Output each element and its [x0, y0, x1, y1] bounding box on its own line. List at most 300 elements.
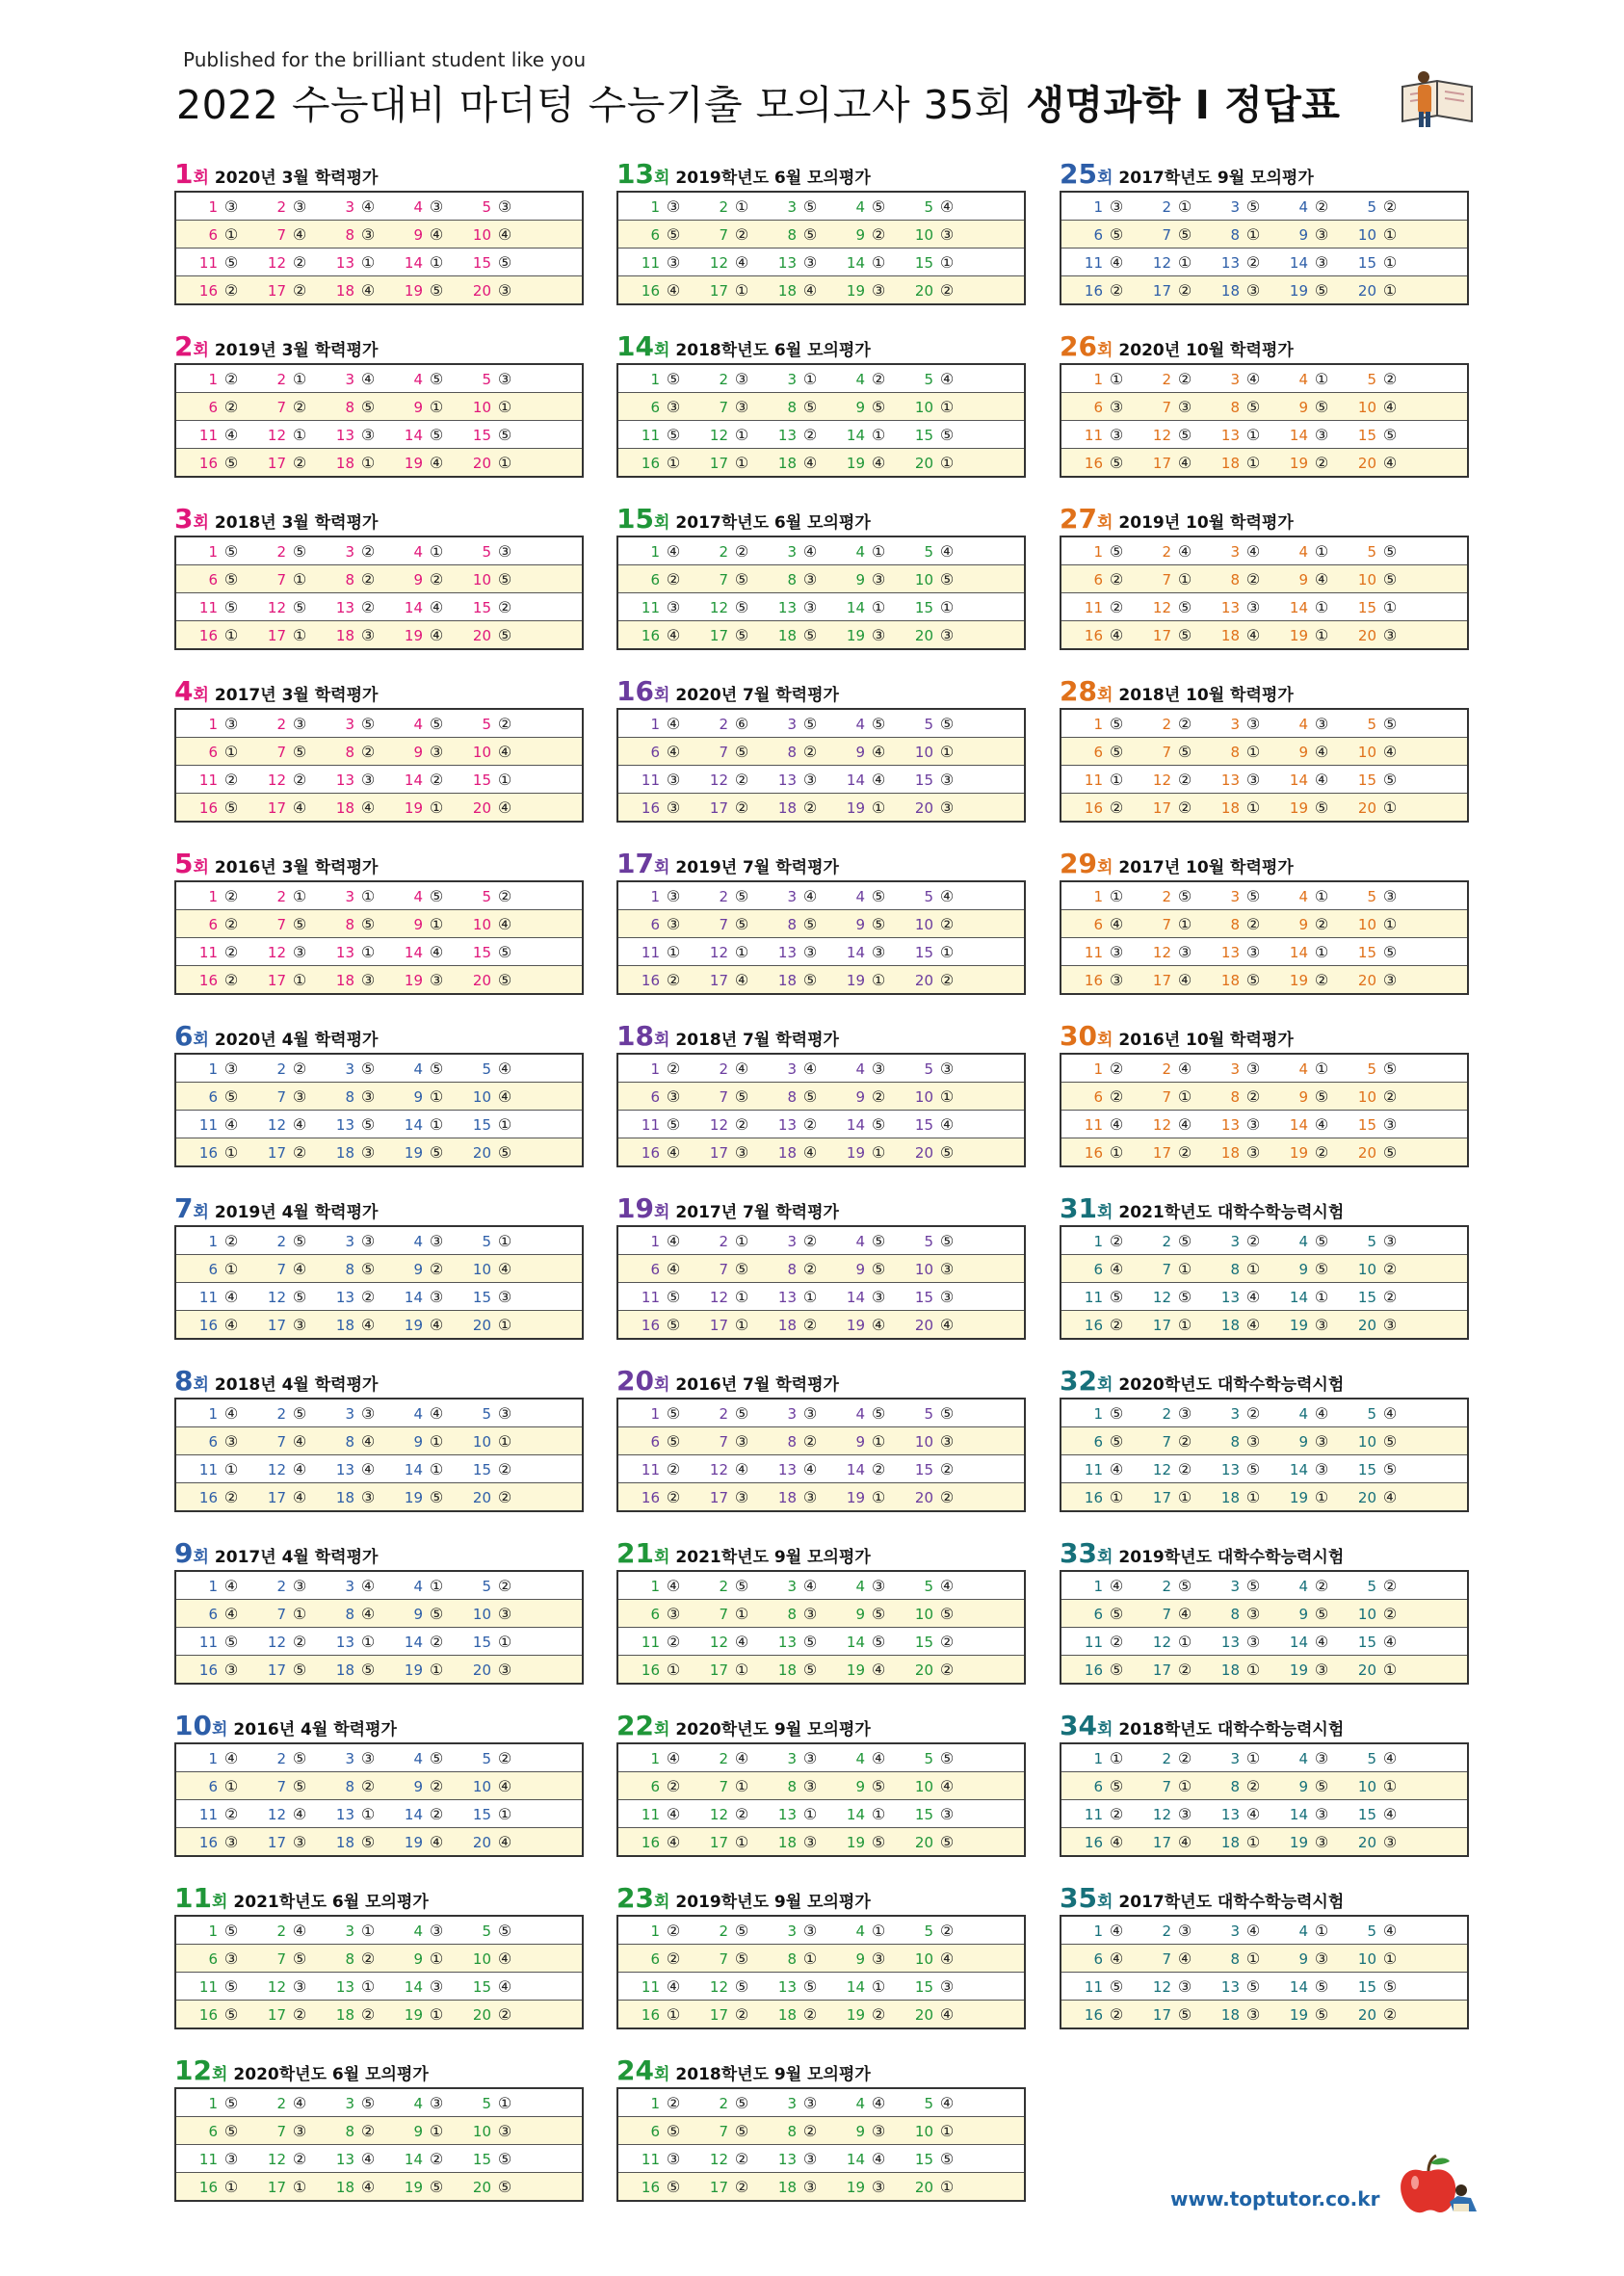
question-number: 18: [777, 1316, 797, 1334]
question-number: 18: [335, 281, 354, 300]
block-heading: [616, 1192, 1026, 1223]
answer-row-cells: [617, 1427, 1025, 1455]
answer-choice: ③: [1245, 714, 1261, 733]
exam-number: 31: [1060, 1192, 1097, 1224]
answer-choice: ①: [292, 886, 307, 905]
question-number: 2: [276, 1060, 286, 1078]
answer-choice: ⑤: [939, 2149, 955, 2168]
question-number: 5: [482, 715, 491, 733]
question-number: 6: [1093, 1949, 1103, 1968]
question-number: 1: [1093, 1922, 1103, 1940]
answer-choice: ④: [1109, 252, 1124, 272]
answer-row: [175, 449, 583, 478]
question-number: 2: [1162, 197, 1171, 216]
question-number: 9: [855, 225, 865, 244]
answer-row-cells: [1061, 249, 1468, 276]
answer-choice: ③: [360, 425, 376, 444]
question-number: 5: [482, 1404, 491, 1423]
answer-choice: ⑤: [1382, 541, 1398, 561]
answer-row: [175, 565, 583, 593]
answer-choice: ②: [734, 770, 749, 789]
answer-choice: ⑤: [223, 1976, 239, 1996]
block-heading: [1060, 1020, 1469, 1051]
answer-table: [174, 191, 584, 305]
answer-choice: ③: [939, 1287, 955, 1306]
answer-choice: ②: [360, 2121, 376, 2140]
answer-choice: ④: [871, 770, 886, 789]
answer-choice: ④: [1109, 1576, 1124, 1595]
answer-row: [175, 1255, 583, 1283]
answer-choice: ④: [1245, 369, 1261, 388]
question-number: 8: [787, 915, 797, 933]
answer-block: [174, 1882, 584, 2029]
question-number: 12: [709, 771, 728, 789]
question-number: 9: [413, 398, 423, 416]
question-number: 7: [719, 570, 728, 589]
answer-row-cells: [617, 1772, 1025, 1800]
answer-choice: ⑤: [871, 1632, 886, 1651]
answer-choice: ⑤: [1177, 742, 1192, 761]
answer-choice: ①: [360, 1976, 376, 1996]
question-number: 8: [787, 1087, 797, 1106]
answer-choice: ④: [802, 280, 818, 300]
answer-row-cells: [617, 910, 1025, 938]
answer-row: [1061, 1628, 1468, 1656]
answer-choice: ⑤: [1177, 425, 1192, 444]
question-number: 9: [1298, 1605, 1308, 1623]
question-number: 20: [1357, 454, 1376, 472]
question-number: 13: [335, 1977, 354, 1996]
exam-title: 2018학년도 9월 모의평가: [675, 2065, 871, 2084]
question-number: 6: [650, 1605, 660, 1623]
answer-choice: ②: [1109, 798, 1124, 817]
answer-choice: ④: [360, 369, 376, 388]
answer-choice: ⑤: [429, 2177, 444, 2196]
answer-block: [616, 330, 1026, 478]
question-number: 8: [345, 1432, 354, 1451]
answer-choice: ①: [1177, 252, 1192, 272]
question-number: 6: [650, 1087, 660, 1106]
question-number: 9: [855, 1949, 865, 1968]
answer-choice: ②: [360, 1287, 376, 1306]
answer-choice: ⑤: [666, 2121, 681, 2140]
answer-table: [1060, 1915, 1469, 2029]
question-number: 6: [650, 915, 660, 933]
question-number: 18: [777, 2005, 797, 2024]
answer-choice: ①: [429, 1660, 444, 1679]
answer-row-cells: [1061, 2001, 1468, 2029]
question-number: 9: [413, 743, 423, 761]
exam-number: 6: [174, 1020, 194, 1052]
question-number: 2: [276, 887, 286, 905]
answer-choice: ③: [1245, 942, 1261, 961]
answer-choice: ②: [292, 2004, 307, 2024]
block-heading: [1060, 1192, 1469, 1223]
answer-choice: ②: [1245, 1403, 1261, 1423]
answer-choice: ①: [871, 1804, 886, 1823]
question-number: 6: [650, 1432, 660, 1451]
answer-table: [174, 2087, 584, 2202]
question-number: 5: [924, 1060, 933, 1078]
answer-choice: ⑤: [292, 1748, 307, 1767]
answer-choice: ⑤: [939, 1403, 955, 1423]
answer-row: [175, 221, 583, 249]
question-number: 1: [208, 1232, 218, 1250]
question-number: 10: [914, 1087, 933, 1106]
answer-choice: ②: [802, 1315, 818, 1334]
question-number: 16: [1084, 626, 1103, 644]
answer-choice: ④: [223, 1748, 239, 1767]
answer-choice: ①: [429, 2121, 444, 2140]
answer-row-cells: [1061, 1455, 1468, 1483]
answer-choice: ④: [666, 1231, 681, 1250]
answer-choice: ①: [1177, 1632, 1192, 1651]
question-number: 7: [719, 1605, 728, 1623]
answer-choice: ②: [292, 280, 307, 300]
answer-choice: ④: [1245, 625, 1261, 644]
exam-number: 15: [616, 503, 654, 535]
book-reader-icon: [1399, 69, 1476, 129]
answer-choice: ⑤: [223, 252, 239, 272]
answer-row-cells: [175, 421, 583, 449]
answer-row-cells: [175, 1945, 583, 1973]
answer-block: [174, 2054, 584, 2202]
answer-choice: ④: [429, 597, 444, 616]
answer-choice: ⑤: [1245, 397, 1261, 416]
answer-row: [175, 738, 583, 766]
answer-choice: ④: [666, 625, 681, 644]
answer-choice: ①: [871, 597, 886, 616]
answer-choice: ②: [1177, 280, 1192, 300]
block-heading: [174, 1710, 584, 1740]
question-number: 6: [208, 1949, 218, 1968]
answer-choice: ②: [1382, 2004, 1398, 2024]
answer-table: [616, 1398, 1026, 1512]
answer-row: [175, 1427, 583, 1455]
answer-choice: ②: [802, 1259, 818, 1278]
answer-choice: ②: [734, 1804, 749, 1823]
question-number: 7: [276, 398, 286, 416]
answer-row-cells: [1061, 1399, 1468, 1427]
exam-number-suffix: 회: [193, 169, 209, 188]
answer-choice: ④: [360, 1315, 376, 1334]
answer-choice: ①: [429, 1576, 444, 1595]
answer-choice: ④: [1177, 970, 1192, 989]
answer-row-cells: [175, 1772, 583, 1800]
answer-row: [175, 1226, 583, 1255]
answer-choice: ①: [1109, 1142, 1124, 1162]
question-number: 16: [641, 454, 660, 472]
question-number: 13: [335, 2150, 354, 2168]
question-number: 6: [208, 570, 218, 589]
question-number: 13: [1220, 943, 1240, 961]
answer-row-cells: [175, 449, 583, 478]
answer-choice: ③: [939, 224, 955, 244]
answer-block: [1060, 1192, 1469, 1340]
answer-choice: ④: [1109, 1949, 1124, 1968]
question-number: 7: [276, 2122, 286, 2140]
answer-row-cells: [175, 1083, 583, 1111]
question-number: 19: [846, 1488, 865, 1506]
answer-choice: ③: [802, 1776, 818, 1795]
answer-choice: ⑤: [734, 1086, 749, 1106]
answer-choice: ⑤: [1109, 224, 1124, 244]
question-number: 7: [276, 1777, 286, 1795]
answer-choice: ④: [497, 1832, 512, 1851]
question-number: 10: [472, 1949, 491, 1968]
question-number: 12: [267, 1977, 286, 1996]
answer-row: [617, 1399, 1025, 1427]
question-number: 18: [1220, 454, 1240, 472]
answer-choice: ⑤: [734, 1576, 749, 1595]
question-number: 1: [1093, 370, 1103, 388]
answer-choice: ③: [1314, 1459, 1329, 1478]
answer-choice: ③: [802, 597, 818, 616]
answer-choice: ②: [292, 252, 307, 272]
question-number: 15: [1357, 943, 1376, 961]
answer-choice: ④: [497, 1776, 512, 1795]
exam-number: 3: [174, 503, 194, 535]
answer-choice: ①: [1177, 914, 1192, 933]
answer-row: [617, 2117, 1025, 2145]
question-number: 4: [413, 1749, 423, 1767]
exam-title: 2020학년도 6월 모의평가: [233, 2065, 429, 2084]
question-number: 16: [1084, 1143, 1103, 1162]
answer-choice: ②: [360, 2004, 376, 2024]
question-number: 14: [1289, 426, 1308, 444]
exam-number: 4: [174, 675, 194, 707]
exam-title: 2020년 4월 학력평가: [214, 1031, 379, 1050]
answer-choice: ⑤: [734, 914, 749, 933]
question-number: 20: [1357, 1143, 1376, 1162]
answer-row-cells: [1061, 449, 1468, 478]
question-number: 18: [1220, 1316, 1240, 1334]
question-number: 20: [914, 1143, 933, 1162]
question-number: 6: [208, 1087, 218, 1106]
answer-choice: ③: [223, 1949, 239, 1968]
answer-choice: ③: [1314, 425, 1329, 444]
question-number: 5: [1367, 887, 1376, 905]
answer-row-cells: [617, 2173, 1025, 2202]
block-heading: [1060, 1365, 1469, 1396]
answer-choice: ③: [802, 252, 818, 272]
answer-choice: ④: [292, 1114, 307, 1134]
question-number: 17: [709, 1833, 728, 1851]
question-number: 18: [1220, 626, 1240, 644]
answer-row: [175, 1138, 583, 1167]
exam-number-suffix: 회: [211, 1720, 228, 1740]
question-number: 10: [472, 2122, 491, 2140]
answer-choice: ②: [497, 1487, 512, 1506]
question-number: 4: [413, 197, 423, 216]
website-url[interactable]: www.toptutor.co.kr: [1170, 2187, 1380, 2211]
question-number: 16: [641, 798, 660, 817]
answer-choice: ②: [429, 1632, 444, 1651]
question-number: 3: [1230, 1922, 1240, 1940]
question-number: 5: [482, 887, 491, 905]
question-number: 2: [719, 2094, 728, 2112]
question-number: 10: [472, 1432, 491, 1451]
answer-row: [1061, 1772, 1468, 1800]
answer-choice: ④: [666, 1832, 681, 1851]
exam-number: 17: [616, 848, 654, 879]
answer-choice: ②: [939, 970, 955, 989]
answer-choice: ②: [497, 1576, 512, 1595]
question-number: 20: [1357, 971, 1376, 989]
answer-choice: ⑤: [1177, 886, 1192, 905]
exam-number-suffix: 회: [1096, 169, 1113, 188]
question-number: 5: [1367, 715, 1376, 733]
answer-row: [175, 794, 583, 823]
question-number: 17: [267, 1488, 286, 1506]
question-number: 20: [472, 1143, 491, 1162]
answer-choice: ⑤: [429, 1487, 444, 1506]
answer-row-cells: [175, 1111, 583, 1138]
answer-choice: ④: [1109, 914, 1124, 933]
answer-row-cells: [617, 536, 1025, 565]
answer-choice: ⑤: [802, 1660, 818, 1679]
answer-choice: ⑤: [1382, 1142, 1398, 1162]
answer-choice: ③: [1177, 1403, 1192, 1423]
question-number: 5: [1367, 1232, 1376, 1250]
answer-row-cells: [617, 1628, 1025, 1656]
answer-choice: ⑤: [666, 1431, 681, 1451]
answer-choice: ④: [223, 1287, 239, 1306]
answer-choice: ①: [497, 397, 512, 416]
answer-choice: ⑤: [1382, 1431, 1398, 1451]
answer-row: [617, 966, 1025, 995]
question-number: 4: [1298, 887, 1308, 905]
answer-choice: ①: [1314, 942, 1329, 961]
answer-row: [617, 738, 1025, 766]
question-number: 2: [1162, 1922, 1171, 1940]
question-number: 14: [1289, 771, 1308, 789]
answer-choice: ③: [802, 1921, 818, 1940]
answer-choice: ③: [871, 1576, 886, 1595]
block-heading: [174, 1882, 584, 1913]
answer-choice: ④: [292, 1487, 307, 1506]
answer-choice: ⑤: [939, 425, 955, 444]
question-number: 10: [1357, 225, 1376, 244]
question-number: 8: [345, 1605, 354, 1623]
answer-row-cells: [617, 192, 1025, 221]
answer-choice: ④: [666, 1259, 681, 1278]
question-number: 19: [846, 1316, 865, 1334]
question-number: 14: [846, 1633, 865, 1651]
answer-table: [616, 536, 1026, 650]
answer-choice: ③: [360, 1231, 376, 1250]
question-number: 6: [208, 398, 218, 416]
question-number: 7: [276, 743, 286, 761]
answer-choice: ②: [871, 2004, 886, 2024]
question-number: 4: [1298, 1922, 1308, 1940]
answer-choice: ③: [734, 397, 749, 416]
answer-choice: ③: [429, 2093, 444, 2112]
answer-choice: ③: [1382, 886, 1398, 905]
answer-block: [174, 1710, 584, 1857]
question-number: 19: [846, 1661, 865, 1679]
answer-choice: ②: [429, 1259, 444, 1278]
answer-choice: ①: [1382, 597, 1398, 616]
answer-choice: ②: [1177, 1459, 1192, 1478]
question-number: 1: [650, 1232, 660, 1250]
question-number: 13: [335, 1288, 354, 1306]
question-number: 10: [472, 1087, 491, 1106]
question-number: 9: [1298, 1260, 1308, 1278]
answer-choice: ③: [1382, 625, 1398, 644]
question-number: 11: [1084, 1288, 1103, 1306]
answer-row-cells: [617, 1226, 1025, 1255]
question-number: 18: [335, 798, 354, 817]
question-number: 8: [787, 570, 797, 589]
answer-row: [617, 1628, 1025, 1656]
answer-choice: ①: [1382, 224, 1398, 244]
answer-choice: ⑤: [292, 597, 307, 616]
answer-choice: ②: [871, 369, 886, 388]
question-number: 5: [482, 2094, 491, 2112]
question-number: 12: [709, 1633, 728, 1651]
question-number: 20: [914, 626, 933, 644]
answer-choice: ②: [939, 1459, 955, 1478]
answer-choice: ①: [734, 1604, 749, 1623]
exam-title: 2020년 3월 학력평가: [214, 169, 379, 188]
answer-choice: ⑤: [497, 252, 512, 272]
question-number: 20: [1357, 2005, 1376, 2024]
answer-row-cells: [617, 364, 1025, 393]
exam-title: 2017년 7월 학력평가: [675, 1203, 839, 1222]
question-number: 19: [1289, 1143, 1308, 1162]
answer-row-cells: [617, 738, 1025, 766]
question-number: 2: [276, 1922, 286, 1940]
answer-choice: ①: [1382, 798, 1398, 817]
question-number: 10: [1357, 915, 1376, 933]
answer-choice: ⑤: [292, 1231, 307, 1250]
answer-choice: ④: [1245, 1921, 1261, 1940]
block-heading: [616, 1882, 1026, 1913]
question-number: 8: [1230, 1260, 1240, 1278]
answer-choice: ①: [734, 1660, 749, 1679]
answer-choice: ②: [292, 1142, 307, 1162]
question-number: 9: [413, 1949, 423, 1968]
answer-choice: ⑤: [734, 2121, 749, 2140]
answer-choice: ②: [666, 970, 681, 989]
answer-choice: ④: [1109, 1259, 1124, 1278]
answer-choice: ②: [802, 425, 818, 444]
answer-choice: ①: [1177, 1259, 1192, 1278]
question-number: 13: [335, 1115, 354, 1134]
answer-table: [616, 191, 1026, 305]
answer-choice: ⑤: [360, 1059, 376, 1078]
question-number: 6: [650, 743, 660, 761]
question-number: 1: [650, 887, 660, 905]
answer-choice: ①: [939, 397, 955, 416]
answer-choice: ③: [871, 625, 886, 644]
question-number: 5: [924, 2094, 933, 2112]
question-number: 3: [345, 1922, 354, 1940]
answer-row: [1061, 1111, 1468, 1138]
answer-choice: ③: [1314, 1431, 1329, 1451]
answer-choice: ④: [939, 1949, 955, 1968]
question-number: 17: [1152, 1488, 1171, 1506]
question-number: 4: [1298, 1404, 1308, 1423]
question-number: 1: [208, 1749, 218, 1767]
question-number: 16: [1084, 1833, 1103, 1851]
answer-choice: ③: [360, 1487, 376, 1506]
question-number: 20: [914, 798, 933, 817]
question-number: 1: [1093, 542, 1103, 561]
answer-choice: ②: [1109, 280, 1124, 300]
question-number: 20: [472, 1316, 491, 1334]
